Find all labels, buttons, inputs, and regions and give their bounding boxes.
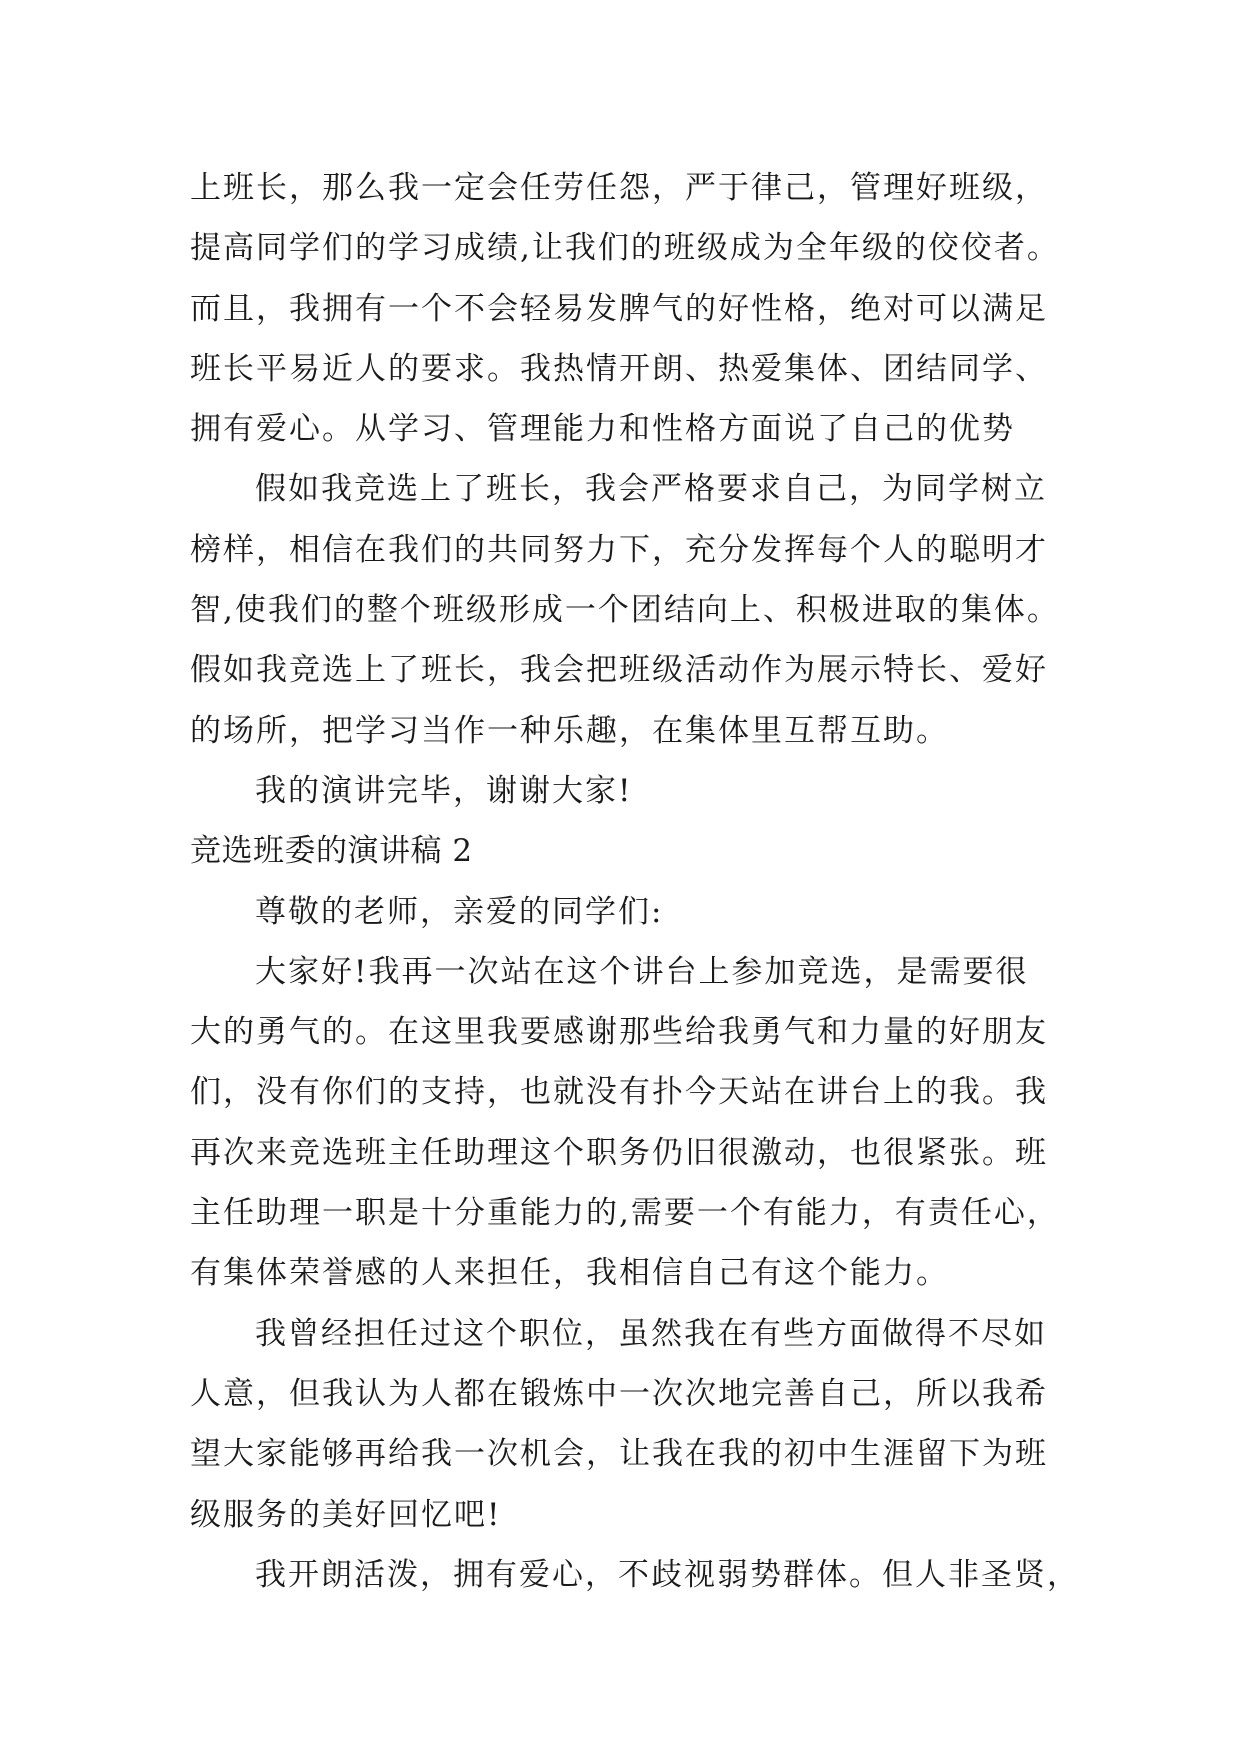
text-line: 假如我竞选上了班长，我会把班级活动作为展示特长、爱好 [190,652,1048,689]
text-line: 人意，但我认为人都在锻炼中一次次地完善自己，所以我希 [190,1375,1048,1412]
text-line: 智,使我们的整个班级形成一个团结向上、积极进取的集体。 [190,592,1060,629]
text-line: 主任助理一职是十分重能力的,需要一个有能力，有责任心， [190,1195,1060,1232]
paragraph-start-line: 大家好!我再一次站在这个讲台上参加竞选，是需要很 [255,953,1029,990]
paragraph-start-line: 我的演讲完毕，谢谢大家! [255,772,633,809]
document-body [190,158,1090,1605]
paragraph-start-line: 我开朗活泼，拥有爱心，不歧视弱势群体。但人非圣贤， [255,1556,1080,1593]
text-line: 拥有爱心。从学习、管理能力和性格方面说了自己的优势 [190,411,1015,448]
text-line: 大的勇气的。在这里我要感谢那些给我勇气和力量的好朋友 [190,1014,1048,1051]
salutation-line: 尊敬的老师，亲爱的同学们: [255,893,664,930]
text-line: 再次来竞选班主任助理这个职务仍旧很激动，也很紧张。班 [190,1134,1048,1171]
text-line: 的场所，把学习当作一种乐趣，在集体里互帮互助。 [190,712,949,749]
text-line: 级服务的美好回忆吧! [190,1496,502,1533]
paragraph-start-line: 假如我竞选上了班长，我会严格要求自己，为同学树立 [255,471,1047,508]
paragraph-start-line: 我曾经担任过这个职位，虽然我在有些方面做得不尽如 [255,1315,1047,1352]
text-line: 望大家能够再给我一次机会，让我在我的初中生涯留下为班 [190,1436,1048,1473]
text-line: 班长平易近人的要求。我热情开朗、热爱集体、团结同学、 [190,350,1048,387]
text-line: 有集体荣誉感的人来担任，我相信自己有这个能力。 [190,1255,949,1292]
text-line: 而且，我拥有一个不会轻易发脾气的好性格，绝对可以满足 [190,290,1048,327]
text-line: 榜样，相信在我们的共同努力下，充分发挥每个人的聪明才 [190,531,1048,568]
text-line: 提高同学们的学习成绩,让我们的班级成为全年级的佼佼者。 [190,230,1060,267]
text-line: 上班长，那么我一定会任劳任怨，严于律己，管理好班级， [190,170,1048,206]
text-line: 们，没有你们的支持，也就没有扑今天站在讲台上的我。我 [190,1074,1048,1111]
section-title: 竞选班委的演讲稿 2 [190,833,473,870]
